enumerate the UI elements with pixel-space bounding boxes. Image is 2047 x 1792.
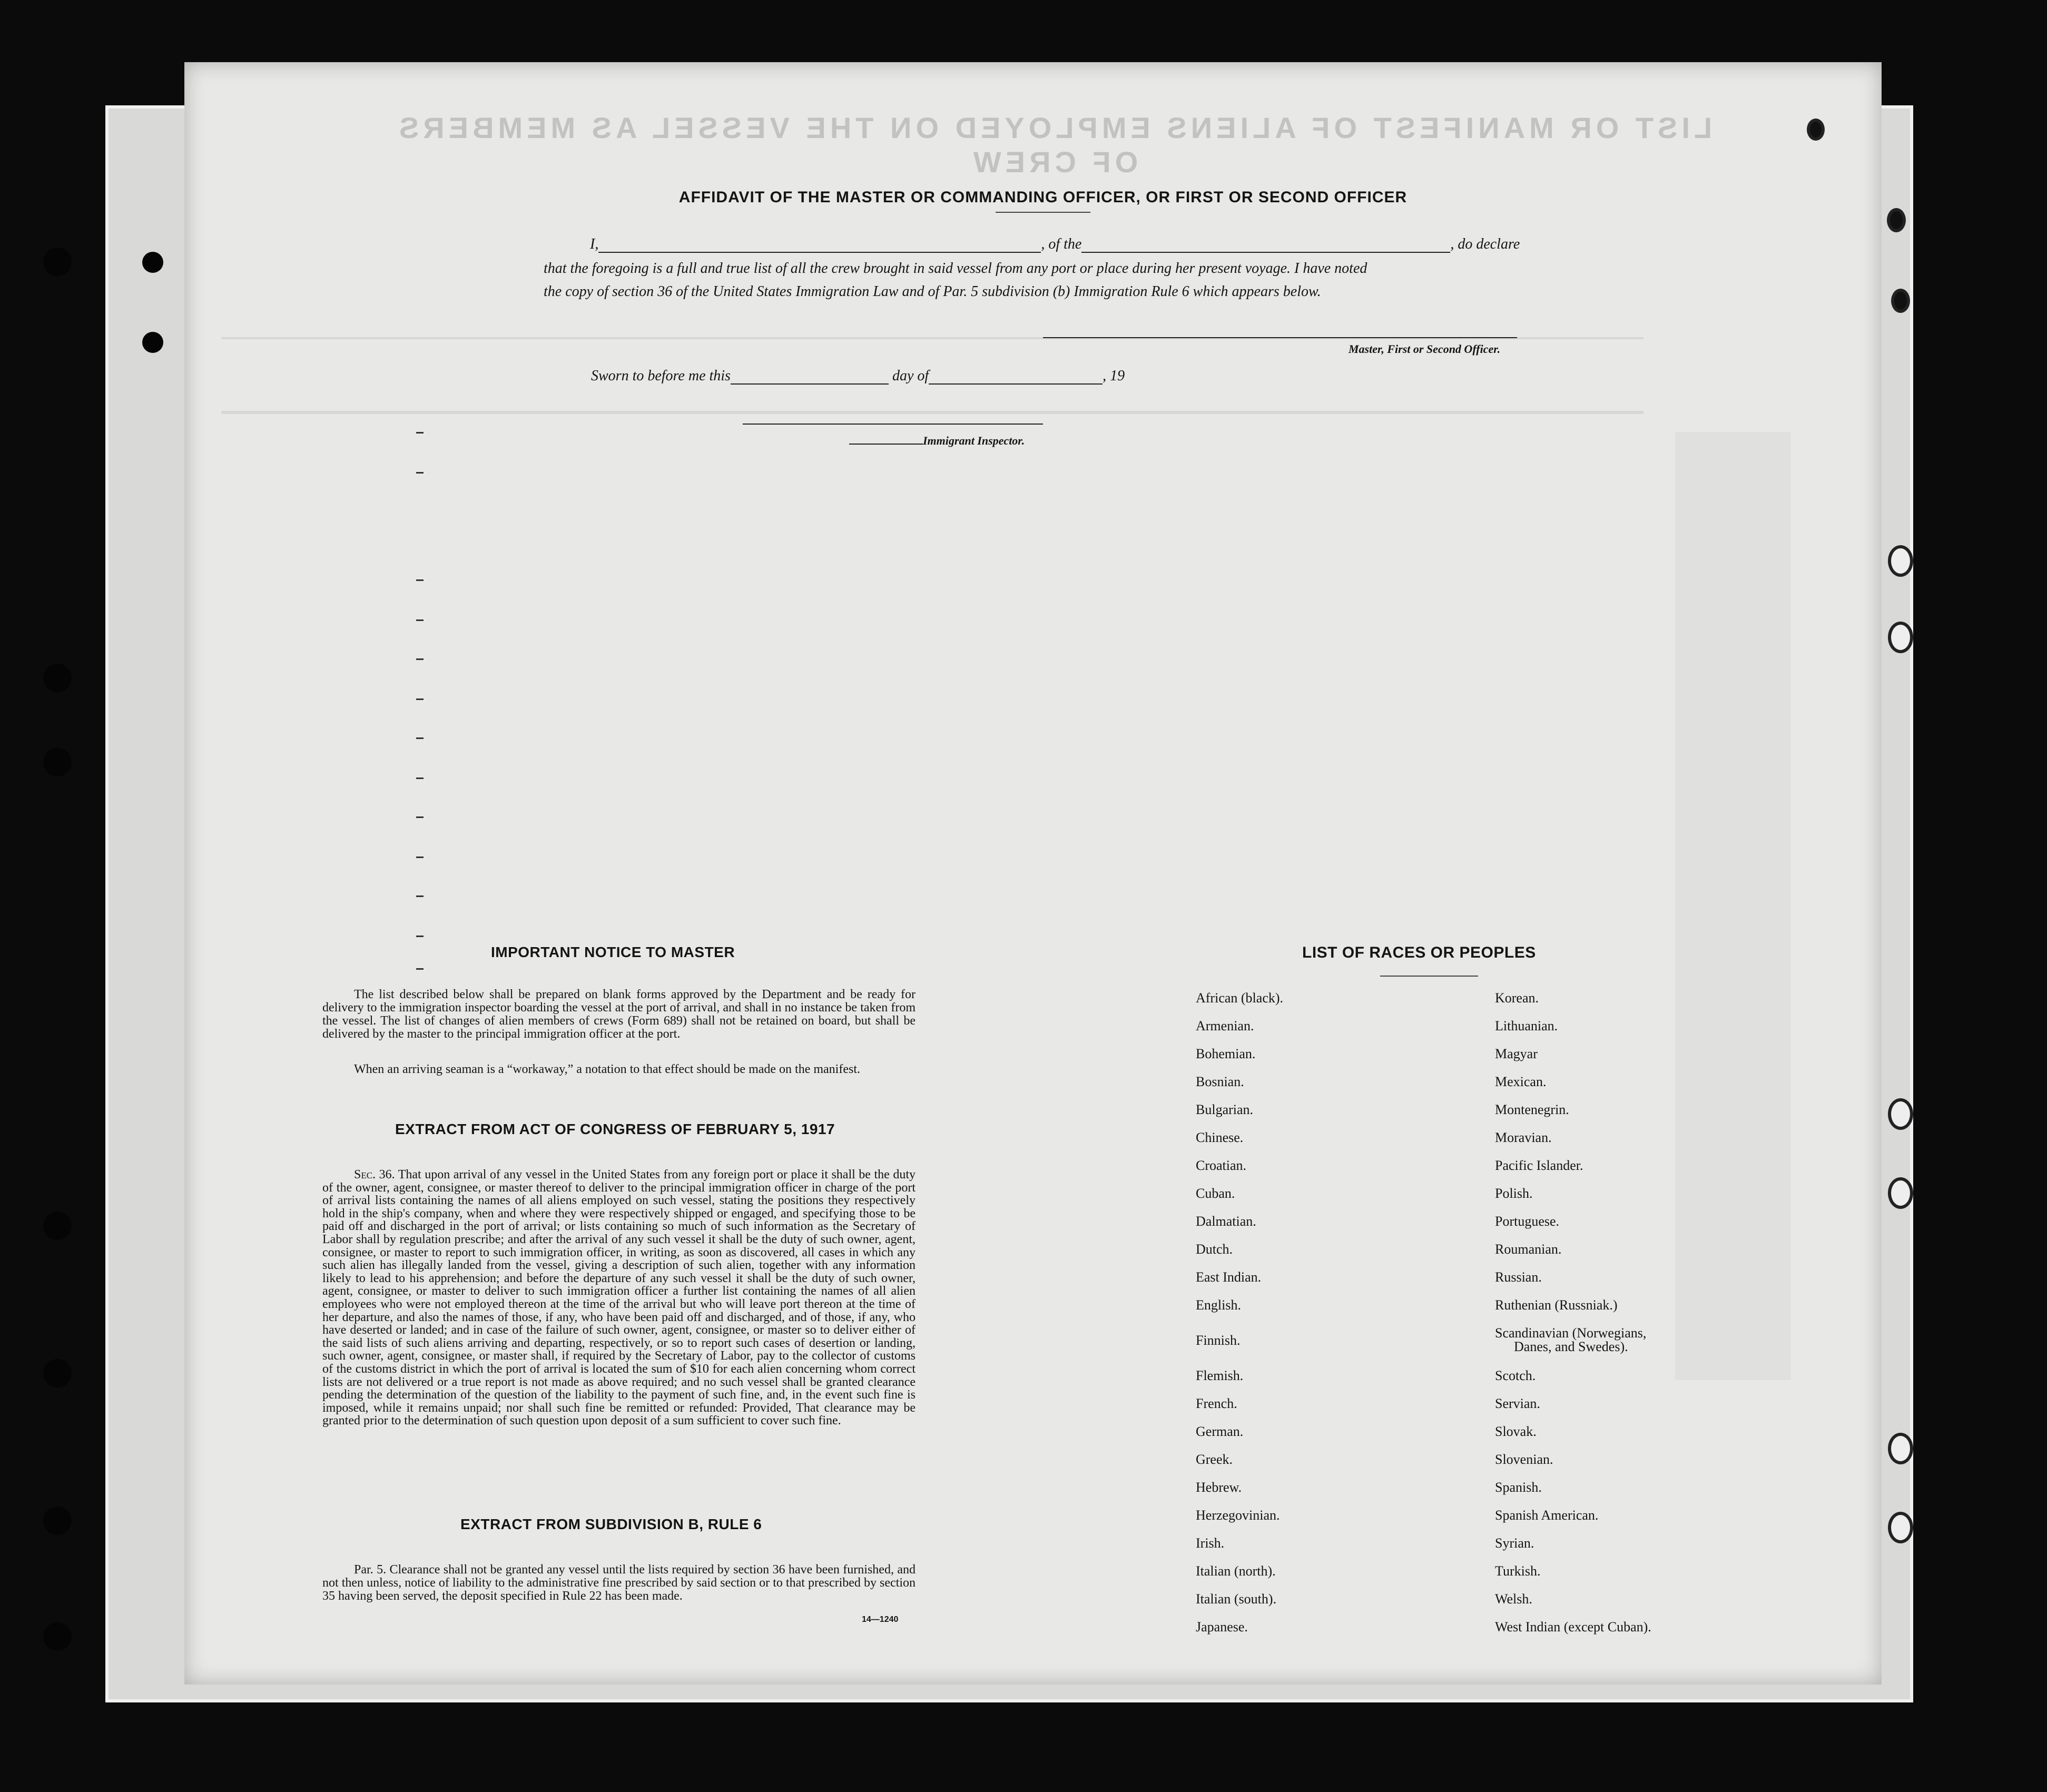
- race-item: Italian (south).: [1196, 1591, 1277, 1607]
- column-tick: [416, 816, 424, 818]
- race-item: Spanish American.: [1495, 1508, 1599, 1523]
- affidavit-line-1: [590, 236, 1520, 253]
- column-tick: [416, 619, 424, 621]
- race-item: Armenian.: [1196, 1018, 1254, 1033]
- race-item: Turkish.: [1495, 1563, 1541, 1579]
- race-item: Cuban.: [1196, 1186, 1235, 1201]
- race-item: Scotch.: [1495, 1368, 1536, 1383]
- bleed-through-mark: [1675, 432, 1791, 1380]
- race-item: African (black).: [1196, 990, 1284, 1006]
- race-item: Roumanian.: [1495, 1242, 1562, 1257]
- inspector-signature-line[interactable]: [743, 424, 1043, 425]
- column-tick: [416, 579, 424, 581]
- race-item: Lithuanian.: [1495, 1018, 1558, 1033]
- extract-rule-heading: EXTRACT FROM SUBDIVISION B, RULE 6: [460, 1516, 762, 1532]
- column-tick: [416, 472, 424, 474]
- race-item: Portuguese.: [1495, 1214, 1560, 1229]
- race-item: Slovak.: [1495, 1424, 1537, 1439]
- binder-hole: [1888, 1098, 1913, 1130]
- column-tick: [416, 658, 424, 660]
- section-label: Sec. 36.: [354, 1168, 395, 1181]
- column-tick: [416, 698, 424, 700]
- vessel-blank[interactable]: [1081, 238, 1450, 253]
- inspector-label: Immigrant Inspector.: [923, 434, 1025, 447]
- race-item: Finnish.: [1196, 1333, 1241, 1348]
- binder-hole: [43, 1622, 72, 1651]
- races-underline: [1380, 976, 1478, 977]
- race-item: Spanish.: [1495, 1480, 1542, 1495]
- binder-hole: [43, 1212, 72, 1240]
- binder-hole: [1888, 545, 1913, 577]
- binder-hole: [43, 664, 72, 692]
- column-tick: [416, 777, 424, 779]
- binder-hole: [43, 1507, 72, 1535]
- affidavit-title: AFFIDAVIT OF THE MASTER OR COMMANDING OFFICER, OR FIRST OR SECOND OFFICER: [678, 189, 1408, 206]
- binder-hole: [1888, 1177, 1913, 1209]
- year-label: , 19: [1103, 368, 1125, 384]
- binder-hole: [142, 332, 163, 353]
- binder-hole: [43, 748, 72, 776]
- binder-hole: [43, 248, 72, 276]
- race-item: Croatian.: [1196, 1158, 1247, 1173]
- notice-paragraph-2: When an arriving seaman is a “workaway,” a notation to that effect should be made on the manifest.: [354, 1062, 860, 1076]
- binder-hole: [1887, 208, 1906, 232]
- column-tick: [416, 968, 424, 970]
- race-item: English.: [1196, 1297, 1241, 1313]
- race-item: Greek.: [1196, 1452, 1233, 1467]
- race-item: Scandinavian (Norwegians,: [1495, 1325, 1647, 1341]
- master-signature-label: Master, First or Second Officer.: [1349, 342, 1501, 356]
- affidavit-line-2: that the foregoing is a full and true list of all the crew brought in said vessel from any port or place during her present voyage. I have noted: [544, 260, 1367, 277]
- form-number: 14—1240: [862, 1615, 899, 1624]
- master-signature-line[interactable]: [1043, 337, 1517, 338]
- binder-hole: [43, 1359, 72, 1387]
- document-sheet: [184, 62, 1882, 1685]
- sworn-line: [591, 368, 1125, 385]
- race-item: Mexican.: [1495, 1074, 1547, 1089]
- race-item: Russian.: [1495, 1269, 1542, 1285]
- binder-hole: [1807, 119, 1825, 141]
- notice-heading: IMPORTANT NOTICE TO MASTER: [491, 944, 735, 960]
- race-item: Dutch.: [1196, 1242, 1233, 1257]
- race-item: Flemish.: [1196, 1368, 1244, 1383]
- bleed-through-heading: LIST OR MANIFEST OF ALIENS EMPLOYED ON THE VESSEL AS MEMBERS OF CREW: [395, 111, 1713, 179]
- race-item: Irish.: [1196, 1535, 1225, 1551]
- extract-act-heading: EXTRACT FROM ACT OF CONGRESS OF FEBRUARY 5, 1917: [395, 1121, 835, 1137]
- race-item: Chinese.: [1196, 1130, 1244, 1145]
- race-item: Dalmatian.: [1196, 1214, 1256, 1229]
- race-item: Magyar: [1495, 1046, 1538, 1061]
- race-item: Hebrew.: [1196, 1480, 1242, 1495]
- binder-hole: [1888, 622, 1913, 653]
- do-declare-label: , do declare: [1450, 236, 1520, 252]
- binder-hole: [142, 252, 163, 273]
- race-item: German.: [1196, 1424, 1244, 1439]
- race-item: Bohemian.: [1196, 1046, 1256, 1061]
- sworn-month-blank[interactable]: [929, 370, 1103, 385]
- race-item: Bulgarian.: [1196, 1102, 1254, 1117]
- race-item: Polish.: [1495, 1186, 1533, 1201]
- title-underline: [996, 212, 1090, 213]
- race-item: Montenegrin.: [1495, 1102, 1569, 1117]
- race-item: Ruthenian (Russniak.): [1495, 1297, 1618, 1313]
- sworn-day-blank[interactable]: [731, 370, 889, 385]
- day-of-label: day of: [892, 368, 929, 384]
- inspector-signature-line[interactable]: [849, 444, 923, 445]
- race-item: Japanese.: [1196, 1619, 1248, 1635]
- race-item: West Indian (except Cuban).: [1495, 1619, 1651, 1635]
- column-tick: [416, 936, 424, 937]
- race-item: French.: [1196, 1396, 1237, 1411]
- bleed-through-mark: [221, 411, 1643, 414]
- binder-hole: [1891, 289, 1910, 313]
- race-item: Syrian.: [1495, 1535, 1534, 1551]
- race-item-continuation: Danes, and Swedes).: [1514, 1339, 1628, 1354]
- name-blank[interactable]: [598, 238, 1041, 253]
- race-item: Pacific Islander.: [1495, 1158, 1583, 1173]
- extract-rule-text: Par. 5. Clearance shall not be granted any vessel until the lists required by section 36 have been furnished, and not then unless, notice of liability to the administrative fine prescribed by said section or to that prescribed by section 35 having been served, the deposit specified in Rule 22 has been made.: [322, 1563, 916, 1603]
- race-item: Moravian.: [1495, 1130, 1552, 1145]
- i-label: I,: [590, 236, 599, 252]
- binder-hole: [1888, 1512, 1913, 1543]
- race-item: Welsh.: [1495, 1591, 1532, 1607]
- of-the-label: , of the: [1041, 236, 1082, 252]
- races-heading: LIST OF RACES OR PEOPLES: [1302, 944, 1536, 961]
- race-item: Slovenian.: [1495, 1452, 1553, 1467]
- column-tick: [416, 895, 424, 897]
- race-item: Italian (north).: [1196, 1563, 1276, 1579]
- race-item: Korean.: [1495, 990, 1539, 1006]
- column-tick: [416, 737, 424, 739]
- sworn-label: Sworn to before me this: [591, 368, 731, 384]
- column-tick: [416, 432, 424, 434]
- race-item: East Indian.: [1196, 1269, 1262, 1285]
- race-item: Herzegovinian.: [1196, 1508, 1280, 1523]
- affidavit-line-3: the copy of section 36 of the United States Immigration Law and of Par. 5 subdivision (b) Immigration Rule 6 which appears below.: [544, 283, 1321, 300]
- binder-hole: [1888, 1433, 1913, 1464]
- column-tick: [416, 856, 424, 858]
- section-36-text: That upon arrival of any vessel in the United States from any foreign port or place it shall be the duty of the owner, agent, consignee, or master thereof to deliver to the principal immigration officer in charge of the port of arrival lists containing the names of all aliens employed on such vessel, stating the positions they respectively hold in the ship's company, when and where they were respectively shipped or engaged, and specifying those to be paid off and discharged in the port of arrival; or lists containing so much of such information as the Secretary of Labor shall by regulation prescribe; and after the arrival of any such vessel it shall be the duty of such owner, agent, consignee, or master to report to such immigration officer, in writing, as soon as discovered, all cases in which any such alien has illegally landed from the vessel, giving a description of such alien, together with any information likely to lead to his apprehension; and before the departure of any such vessel it shall be the duty of such owner, agent, consignee, or master to deliver to such immigration officer a further list containing the names of all alien employees who were not employed thereon at the time of the arrival but who will leave port thereon at the time of her departure, and also the names of those, if any, who have been paid off and discharged, and of those, if any, who have deserted or landed; and in case of the failure of such owner, agent, consignee, or master so to deliver either of the said lists of such aliens arriving and departing, respectively, or so to report such cases of desertion or landing, such owner, agent, consignee, or master shall, if required by the Secretary of Labor, pay to the collector of customs of the customs district in which the port of arrival is located the sum of $10 for each alien concerning whom correct lists are not delivered or a true report is not made as above required; and no such vessel shall be granted clearance pending the determination of the question of the liability to the payment of such fine, and, in the event such fine is imposed, while it remains unpaid; nor shall such fine be remitted or refunded: Provided, That clearance may be granted prior to the determination of such question upon deposit of a sum sufficient to cover such fine.: [322, 1168, 916, 1428]
- race-item: Bosnian.: [1196, 1074, 1244, 1089]
- extract-act-text: [322, 1168, 916, 1427]
- race-item: Servian.: [1495, 1396, 1540, 1411]
- notice-paragraph-1: The list described below shall be prepared on blank forms approved by the Department and be ready for delivery to the immigration inspector boarding the vessel at the port of arrival, and shall in no instance be taken from the vessel. The list of changes of alien members of crews (Form 689) shall not be retained on board, but shall be delivered by the master to the principal immigration officer at the port.: [322, 988, 916, 1041]
